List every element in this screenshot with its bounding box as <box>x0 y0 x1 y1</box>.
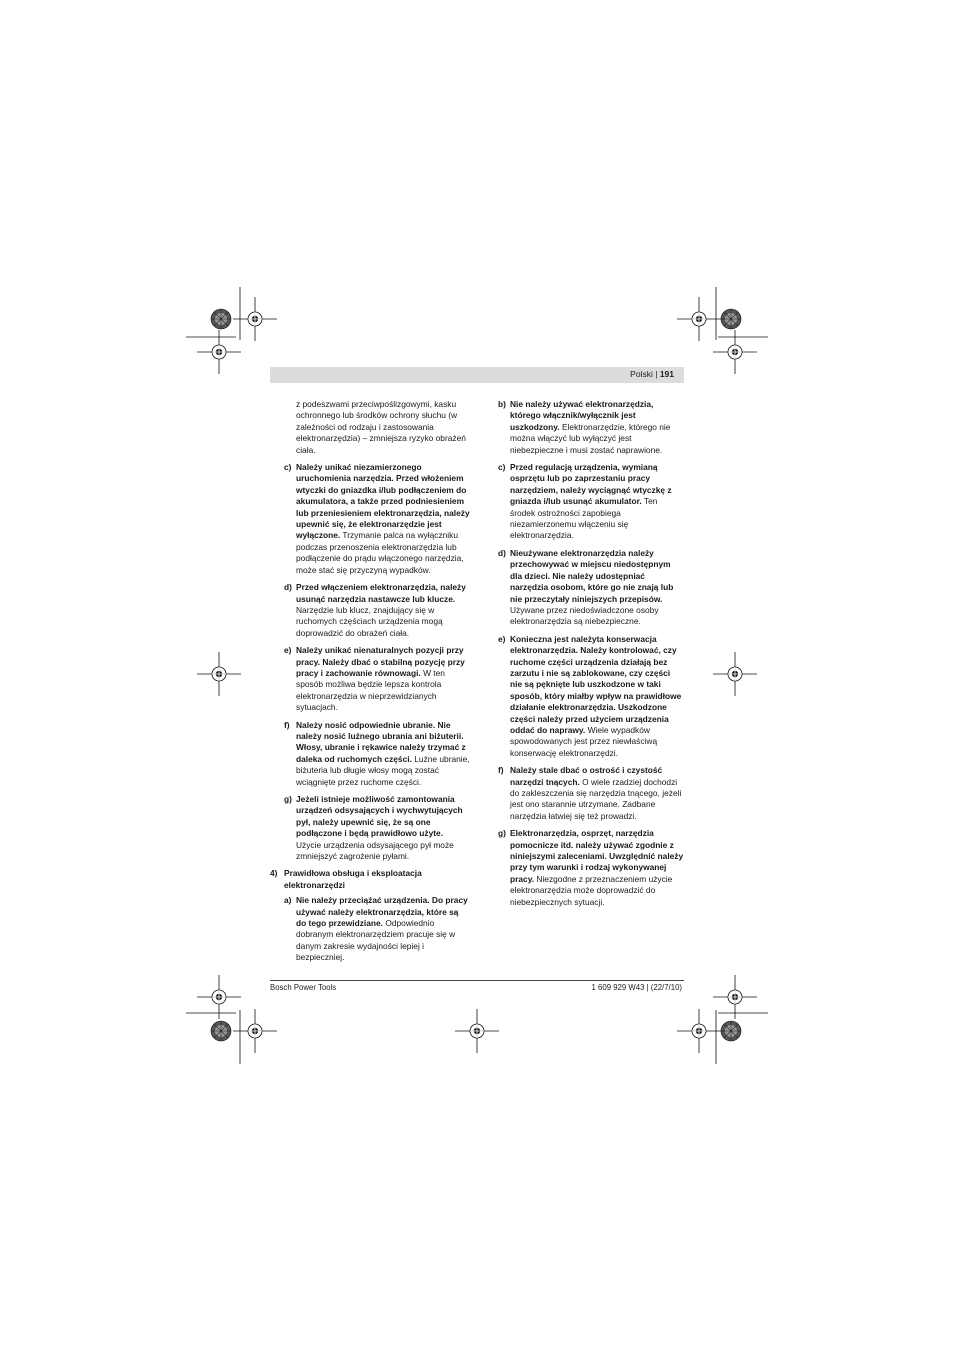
item-bold-text: Należy stale dbać o ostrość i czystość narzędzi tnących. <box>510 765 663 787</box>
list-item <box>270 645 470 713</box>
footer-divider <box>270 980 684 981</box>
item-text: Używane przez niedoświadczone osoby elektronarzędzia są niebezpieczne. <box>510 604 659 627</box>
header-language: Polski <box>630 369 653 379</box>
list-item <box>270 582 470 639</box>
item-text: Elektronarzędzie, którego nie można włączyć lub wyłączyć jest niebezpieczne i musi zostać naprawione. <box>510 421 671 455</box>
page-header <box>270 367 684 383</box>
list-item <box>498 828 684 908</box>
header-text <box>630 369 674 379</box>
continued-text: z podeszwami przeciwpoślizgowymi, kasku ochronnego lub środków ochrony słuchu (w zależności od rodzaju i zastosowania elektronarzędzia) – zmniejsza ryzyko obrażeń ciała. <box>296 399 466 455</box>
item-label: e) <box>284 645 292 656</box>
section-heading <box>270 868 470 891</box>
item-text: W ten sposób możliwa będzie lepsza kontrola elektronarzędzia w nieprzewidzianych sytuacjach. <box>296 667 445 713</box>
item-label: d) <box>498 547 506 558</box>
item-text: Trzymanie palca na wyłączniku podczas przenoszenia elektronarzędzia lub podłączenie do prądu włączonego narzędzia, może stać się przyczyną wypadków. <box>296 530 464 575</box>
item-label: d) <box>284 582 292 593</box>
list-item <box>270 794 470 862</box>
item-bold-text: Nie należy używać elektronarzędzia, którego włącznik/wyłącznik jest uszkodzony. <box>510 399 654 432</box>
right-column <box>498 399 684 914</box>
item-label: g) <box>284 794 292 804</box>
list-item <box>270 462 470 576</box>
item-label: c) <box>284 462 292 473</box>
page-number: 191 <box>659 369 674 379</box>
item-bold-text: Przed włączeniem elektronarzędzia, należy usunąć narzędzia nastawcze lub klucze. <box>296 582 466 604</box>
item-bold-text: Należy nosić odpowiednie ubranie. Nie należy nosić luźnego ubrania ani biżuterii. Włosy, ubranie i rękawice należy trzymać z daleka od ruchomych części. <box>296 719 466 764</box>
item-text: Niezgodne z przeznaczeniem użycie elektronarzędzia może doprowadzić do niebezpiecznych sytuacji. <box>510 873 673 907</box>
item-bold-text: Elektronarzędzia, osprzęt, narzędzia pomocnicze itd. należy używać zgodnie z niniejszymi zaleceniami. Uwzględnić należy przy tym warunki i rodzaj wykonywanej pracy. <box>510 828 684 884</box>
list-item <box>498 548 684 628</box>
item-label: c) <box>498 462 506 473</box>
item-text: Narzędzie lub klucz, znajdujący się w ruchomych częściach urządzenia mogą doprowadzić do obrażeń ciała. <box>296 604 443 638</box>
list-item <box>270 720 470 788</box>
section-title: Prawidłowa obsługa i eksploatacja elektronarzędzi <box>284 868 422 890</box>
item-bold-text: Jeżeli istnieje możliwość zamontowania urządzeń odsysających i wychwytujących pył, należy upewnić się, że są one podłączone i będą prawidłowo użyte. <box>296 794 463 839</box>
item-text: Ten środek ostrożności zapobiega niezamierzonemu włączeniu się elektronarzędzia. <box>510 496 658 541</box>
item-text: Wiele wypadków spowodowanych jest przez niewłaściwą konserwację elektronarzędzi. <box>510 724 658 758</box>
item-text: Odpowiednio dobranym elektronarzędziem pracuje się w danym zakresie wydajności lepiej i bezpieczniej. <box>296 918 456 963</box>
item-label: g) <box>498 828 506 839</box>
item-label: f) <box>284 719 290 730</box>
item-bold-text: Nieużywane elektronarzędzia należy przechowywać w miejscu niedostępnym dla dzieci. Nie należy udostępniać narzędzia osobom, które go nie znają lub nie przeczytały niniejszych przepisów. <box>510 547 674 604</box>
item-text: Użycie urządzenia odsysającego pył może zmniejszyć zagrożenie pyłami. <box>296 839 454 862</box>
footer-brand: Bosch Power Tools <box>270 983 337 992</box>
list-item <box>498 634 684 759</box>
item-bold-text: Konieczna jest należyta konserwacja elektronarzędzia. Należy kontrolować, czy ruchome części urządzenia działają bez zarzutu i nie są zablokowane, czy części nie są pęknięte lub uszkodzone w taki sposób, który miałby wpływ na prawidłowe działanie elektronarzędzia. Uszkodzone części należy przed użyciem urządzenia oddać do naprawy. <box>510 633 682 735</box>
item-label: e) <box>498 633 506 644</box>
item-bold-text: Należy unikać nienaturalnych pozycji przy pracy. Należy dbać o stabilną pozycję przy pracy i zachowanie równowagi. <box>296 645 465 678</box>
list-item <box>498 399 684 456</box>
item-label: a) <box>284 895 292 906</box>
list-item <box>498 765 684 822</box>
list-item <box>498 462 684 542</box>
footer-doc-id: 1 609 929 W43 | (22/7/10) <box>591 983 682 992</box>
item-label: b) <box>498 399 506 409</box>
section-label: 4) <box>270 868 278 879</box>
list-item <box>270 895 470 963</box>
left-column <box>270 399 470 970</box>
item-bold-text: Nie należy przeciążać urządzenia. Do pracy używać należy elektronarzędzia, które są do tego przewidziane. <box>296 895 468 929</box>
item-text: Luźne ubranie, biżuteria lub długie włosy mogą zostać wciągnięte przez ruchome części. <box>296 753 470 787</box>
item-label: f) <box>498 765 504 776</box>
header-separator: | <box>655 369 658 379</box>
item-text: O wiele rzadziej dochodzi do zakleszczenia się narzędzia tnącego, jeżeli jest ono starannie utrzymane. Zadbane narzędzia łatwiej się też prowadzi. <box>510 776 682 821</box>
item-bold-text: Przed regulacją urządzenia, wymianą osprzętu lub po zaprzestaniu pracy narzędziem, należy wyciągnąć wtyczkę z gniazda i/lub usunąć akumulator. <box>510 462 672 507</box>
item-bold-text: Należy unikać niezamierzonego uruchomienia narzędzia. Przed włożeniem wtyczki do gniazdka i/lub podłączeniem do akumulatora, a także przed podniesieniem lub przeniesieniem elektronarzędzia, należy upewnić się, że elektronarzędzie jest wyłączone. <box>296 462 470 541</box>
